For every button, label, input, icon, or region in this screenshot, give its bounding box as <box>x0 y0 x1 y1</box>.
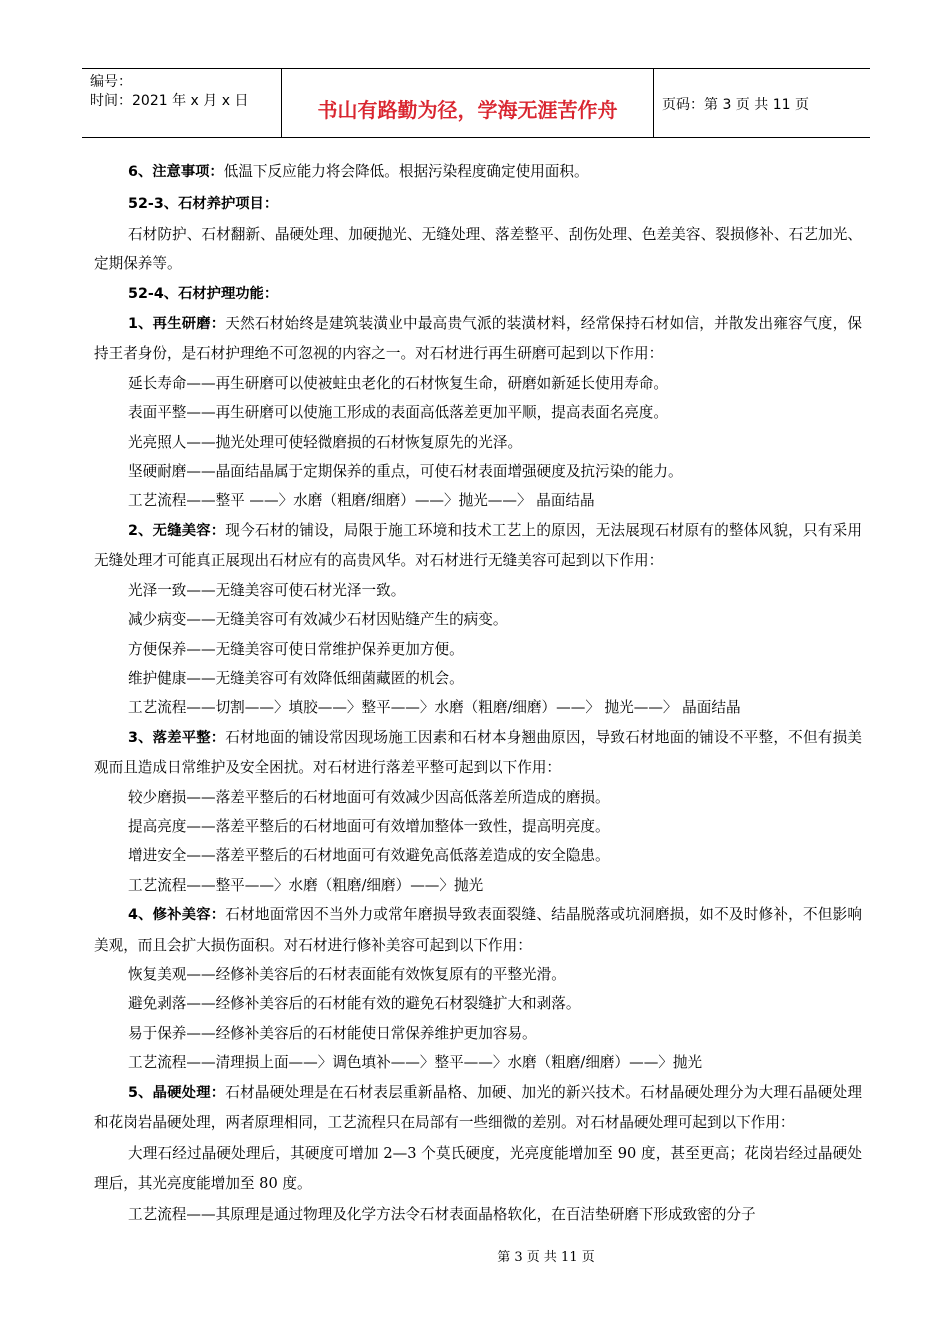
section-heading-52-3: 52-3、石材养护项目： <box>128 196 279 213</box>
paragraph-crystal-hardening: 5、晶硬处理：石材晶硬处理是在石材表层重新晶格、加硬、加光的新兴技术。石材晶硬处理分为大理石晶硬处理和花岗岩晶硬处理，两者原理相同，工艺流程只在局部有一些细微的差别。对石材晶硬处理可起到以下作用： <box>94 1083 862 1131</box>
seamless-title: 2、无缝美容： <box>128 522 226 539</box>
number-label: 编号： <box>90 74 132 90</box>
page-header <box>82 68 870 138</box>
page-footer: 第 3 页 共 11 页 <box>497 1250 595 1265</box>
list-item: 较少磨损——落差平整后的石材地面可有效减少因高低落差所造成的磨损。 <box>128 788 610 806</box>
header-page-info: 页码：第 3 页 共 11 页 <box>662 97 809 113</box>
notes-title: 6、注意事项： <box>128 164 224 180</box>
notes-text: 低温下反应能力将会降低。根据污染程度确定使用面积。 <box>223 163 589 180</box>
paragraph-seamless: 2、无缝美容：现今石材的铺设，局限于施工环境和技术工艺上的原因，无法展现石材原有的整体风貌，只有采用无缝处理才可能真正展现出石材应有的高贵风华。对石材进行无缝美容可起到以下作用： <box>94 521 862 570</box>
list-item: 易于保养——经修补美容后的石材能使日常保养维护更加容易。 <box>128 1024 537 1042</box>
paragraph-regrinding: 1、再生研磨：天然石材始终是建筑装潢业中最高贵气派的装潢材料，经常保持石材如信，并散发出雍容气度，保持王者身份，是石材护理绝不可忽视的内容之一。对石材进行再生研磨可起到以下作用： <box>94 315 862 363</box>
paragraph-repair: 4、修补美容：石材地面常因不当外力或常年磨损导致表面裂缝、结晶脱落或坑洞磨损，如不及时修补，不但影响美观，而且会扩大损伤面积。对石材进行修补美容可起到以下作用： <box>94 906 862 954</box>
paragraph-leveling: 3、落差平整：石材地面的铺设常因现场施工因素和石材本身翘曲原因，导致石材地面的铺设不平整，不但有损美观而且造成日常维护及安全困扰。对石材进行落差平整可起到以下作用： <box>94 728 862 777</box>
section-heading-52-4: 52-4、石材护理功能： <box>128 285 279 302</box>
list-item: 工艺流程——清理损上面——〉调色填补——〉整平——〉水磨（粗磨/细磨）——〉抛光 <box>128 1054 703 1072</box>
header-motto: 书山有路勤为径，学海无涯苦作舟 <box>282 69 654 137</box>
leveling-title: 3、落差平整： <box>128 729 226 746</box>
list-item: 维护健康——无缝美容可有效降低细菌藏匿的机会。 <box>128 669 464 687</box>
list-item: 光泽一致——无缝美容可使石材光泽一致。 <box>128 581 406 599</box>
paragraph-notes <box>94 157 862 187</box>
list-item: 避免剥落——经修补美容后的石材能有效的避免石材裂缝扩大和剥落。 <box>128 995 581 1013</box>
time-label: 时间：2021 年 x 月 x 日 <box>90 93 249 109</box>
header-meta <box>82 69 282 137</box>
paragraph-process: 工艺流程——其原理是通过物理及化学方法令石材表面晶格软化，在百洁垫研磨下形成致密的分子 <box>128 1206 756 1224</box>
document-body <box>94 157 862 1230</box>
list-item: 增进安全——落差平整后的石材地面可有效避免高低落差造成的安全隐患。 <box>128 847 610 865</box>
list-item: 光亮照人——抛光处理可使轻微磨损的石材恢复原先的光泽。 <box>128 433 523 451</box>
list-item: 表面平整——再生研磨可以使施工形成的表面高低落差更加平顺，提高表面名亮度。 <box>128 404 668 422</box>
list-item: 工艺流程——整平 ——〉水磨（粗磨/细磨）——〉抛光——〉 晶面结晶 <box>128 492 595 510</box>
list-item: 提高亮度——落差平整后的石材地面可有效增加整体一致性，提高明亮度。 <box>128 817 610 835</box>
list-item: 工艺流程——切割——〉填胶——〉整平——〉水磨（粗磨/细磨）——〉 抛光——〉 晶面结晶 <box>128 699 741 717</box>
list-item: 延长寿命——再生研磨可以使被蛀虫老化的石材恢复生命，研磨如新延长使用寿命。 <box>128 374 668 392</box>
list-item: 减少病变——无缝美容可有效减少石材因贴缝产生的病变。 <box>128 611 508 629</box>
repair-title: 4、修补美容： <box>128 907 226 924</box>
list-item: 方便保养——无缝美容可使日常维护保养更加方便。 <box>128 640 464 658</box>
regrinding-title: 1、再生研磨： <box>128 316 226 333</box>
list-item: 坚硬耐磨——晶面结晶属于定期保养的重点，可使石材表面增强硬度及抗污染的能力。 <box>128 463 683 481</box>
crystal-hardening-title: 5、晶硬处理： <box>128 1084 226 1101</box>
paragraph-hardness: 大理石经过晶硬处理后，其硬度可增加 2—3 个莫氏硬度，光亮度能增加至 90 度，甚至更高；花岗岩经过晶硬处理后，其光亮度能增加至 80 度。 <box>94 1145 862 1192</box>
paragraph-maintenance-items: 石材防护、石材翻新、晶硬处理、加硬抛光、无缝处理、落差整平、刮伤处理、色差美容、裂损修补、石艺加光、定期保养等。 <box>94 225 862 273</box>
list-item: 恢复美观——经修补美容后的石材表面能有效恢复原有的平整光滑。 <box>128 965 566 983</box>
list-item: 工艺流程——整平——〉水磨（粗磨/细磨）——〉抛光 <box>128 876 484 894</box>
